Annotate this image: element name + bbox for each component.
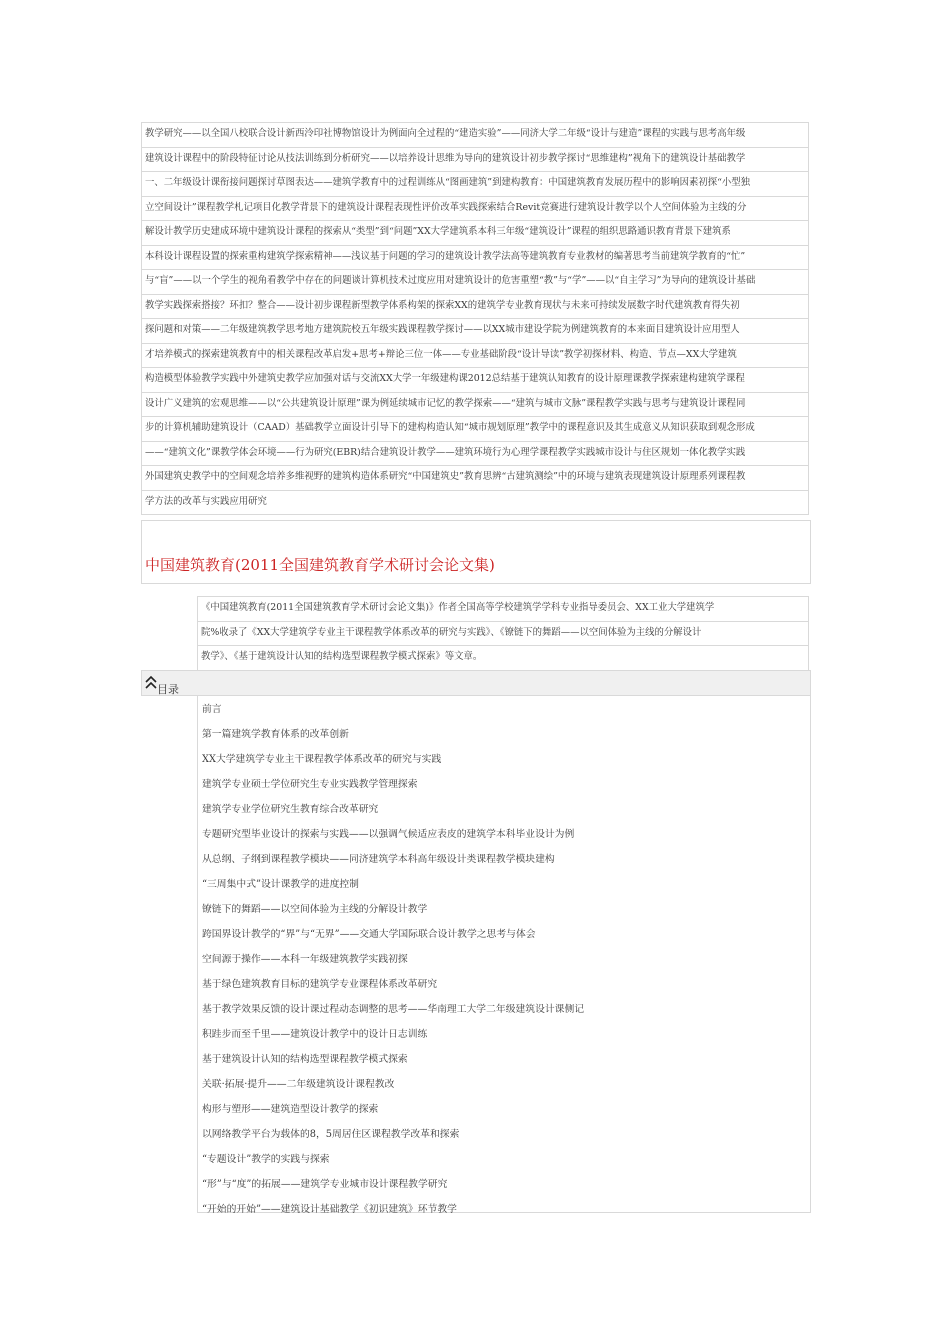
paragraph-line: 学方法的改革与实践应用研究 (141, 490, 809, 516)
toc-item[interactable]: 积跬步而至千里——建筑设计教学中的设计日志训练 (202, 1029, 428, 1040)
paragraph-line: ——“建筑文化”课教学体会环境——行为研究(EBR)结合建筑设计教学——建筑环境行为心理学课程教学实践城市设计与住区规划一体化教学实践 (141, 441, 809, 466)
toc-item[interactable]: XX大学建筑学专业主干课程教学体系改革的研究与实践 (202, 754, 442, 765)
toc-item[interactable]: 专题研究型毕业设计的探索与实践——以强调气候适应表皮的建筑学本科毕业设计为例 (202, 829, 575, 840)
toc-label: 目录 (157, 683, 179, 696)
toc-header[interactable] (141, 670, 811, 696)
paragraph-line: 立空间设计”课程教学札记项目化教学背景下的建筑设计课程表现性评价改革实践探索结合Revit竞赛进行建筑设计教学以个人空间体验为主线的分 (141, 196, 809, 221)
intro-line: 教学》、《基于建筑设计认知的结构选型课程教学模式探索》等文章。 (197, 645, 809, 671)
paragraph-line: 探问题和对策——二年级建筑教学思考地方建筑院校五年级实践课程教学探讨——以XX城市建设学院为例建筑教育的本来面目建筑设计应用型人 (141, 318, 809, 343)
toc-item[interactable]: “专题设计”教学的实践与探索 (202, 1154, 330, 1165)
paragraph-line: 步的计算机辅助建筑设计（CAAD）基础教学立面设计引导下的建构构造认知“城市规划原理”教学中的课程意识及其生成意义从知识获取到观念形成 (141, 416, 809, 441)
toc-item[interactable]: “形”与“度”的拓展——建筑学专业城市设计课程教学研究 (202, 1179, 448, 1190)
paragraph-line: 教学研究——以全国八校联合设计新西泠印社博物馆设计为例面向全过程的“建造实验”——同济大学二年级“设计与建造”课程的实践与思考高年级 (141, 122, 809, 147)
toc-item[interactable]: 关联·拓展·提升——二年级建筑设计课程教改 (202, 1079, 395, 1090)
toc-item[interactable]: 空间源于操作——本科一年级建筑教学实践初探 (202, 954, 408, 965)
toc-item[interactable]: “开始的开始”——建筑设计基础教学《初识建筑》环节教学 (202, 1204, 457, 1215)
toc-item[interactable]: “三周集中式”设计课教学的进度控制 (202, 879, 359, 890)
toc-item[interactable]: 以网络教学平台为载体的8，5周居住区课程教学改革和探索 (202, 1129, 460, 1140)
toc-item[interactable]: 基于教学效果反馈的设计课过程动态调整的思考——华南理工大学二年级建筑设计课侧记 (202, 1004, 585, 1015)
paragraph-line: 与“盲”——以一个学生的视角看教学中存在的问题谈计算机技术过度应用对建筑设计的危害重塑“教”与“学”——以“自主学习”为导向的建筑设计基础 (141, 269, 809, 294)
catalog-paragraph (141, 122, 809, 515)
toc-box (197, 695, 811, 1213)
toc-item[interactable]: 跨国界设计教学的“界”与“无界”——交通大学国际联合设计教学之思考与体会 (202, 929, 536, 940)
paragraph-line: 建筑设计课程中的阶段特征讨论从技法训练到分析研究——以培养设计思维为导向的建筑设计初步教学探讨“思维建构”视角下的建筑设计基础教学 (141, 147, 809, 172)
toc-item[interactable]: 建筑学专业硕士学位研究生专业实践教学管理探索 (202, 779, 418, 790)
paragraph-line: 本科设计课程设置的探索重构建筑学探索精神——浅议基于问题的学习的建筑设计教学法高等建筑教育专业教材的编著思考当前建筑学教育的“忙” (141, 245, 809, 270)
book-title: 中国建筑教育(2011全国建筑教育学术研讨会论文集) (145, 556, 495, 574)
toc-item[interactable]: 基于绿色建筑教育目标的建筑学专业课程体系改革研究 (202, 979, 438, 990)
toc-item[interactable]: 前言 (202, 704, 222, 715)
paragraph-line: 构造模型体验教学实践中外建筑史教学应加强对话与交流XX大学一年级建构课2012总结基于建筑认知教育的设计原理课教学探索建构建筑学课程 (141, 367, 809, 392)
book-intro (197, 596, 809, 671)
toc-list (202, 703, 584, 1228)
toc-item[interactable]: 建筑学专业学位研究生教育综合改革研究 (202, 804, 379, 815)
intro-line: 院%收录了《XX大学建筑学专业主干课程教学体系改革的研究与实践》、《镣链下的舞蹈——以空间体验为主线的分解设计 (197, 621, 809, 646)
double-chevron-up-icon[interactable] (144, 674, 158, 692)
toc-item[interactable]: 构形与塑形——建筑造型设计教学的探索 (202, 1104, 379, 1115)
intro-line: 《中国建筑教育(2011全国建筑教育学术研讨会论文集)》作者全国高等学校建筑学学科专业指导委员会、XX工业大学建筑学 (197, 596, 809, 621)
paragraph-line: 设计广义建筑的宏观思维——以“公共建筑设计原理”课为例延续城市记忆的教学探索——“建筑与城市文脉”课程教学实践与思考与建筑设计课程同 (141, 392, 809, 417)
paragraph-line: 外国建筑史教学中的空间观念培养多维视野的建筑构造体系研究“中国建筑史”教育思辨“古建筑测绘”中的环境与建筑表现建筑设计原理系列课程教 (141, 465, 809, 490)
paragraph-line: 解设计教学历史建成环境中建筑设计课程的探索从“类型”到“问题”XX大学建筑系本科三年级“建筑设计”课程的组织思路通识教育背景下建筑系 (141, 220, 809, 245)
paragraph-line: 才培养模式的探索建筑教育中的相关课程改革启发+思考+辩论三位一体——专业基础阶段“设计导读”教学初探材料、构造、节点—XX大学建筑 (141, 343, 809, 368)
paragraph-line: 一、二年级设计课衔接问题探讨草图表达——建筑学教育中的过程训练从“图画建筑”到建构教育：中国建筑教育发展历程中的影响因素初探“小型独 (141, 171, 809, 196)
book-title-box (141, 520, 811, 584)
toc-item[interactable]: 基于建筑设计认知的结构选型课程教学模式探索 (202, 1054, 408, 1065)
toc-item[interactable]: 从总纲、子纲到课程教学模块——同济建筑学本科高年级设计类课程教学模块建构 (202, 854, 555, 865)
toc-item[interactable]: 第一篇建筑学教育体系的改革创新 (202, 729, 349, 740)
paragraph-line: 教学实践探索搭接？环扣？整合——设计初步课程新型教学体系构架的探索XX的建筑学专业教育现状与未来可持续发展数字时代建筑教育得失初 (141, 294, 809, 319)
toc-item[interactable]: 镣链下的舞蹈——以空间体验为主线的分解设计教学 (202, 904, 428, 915)
